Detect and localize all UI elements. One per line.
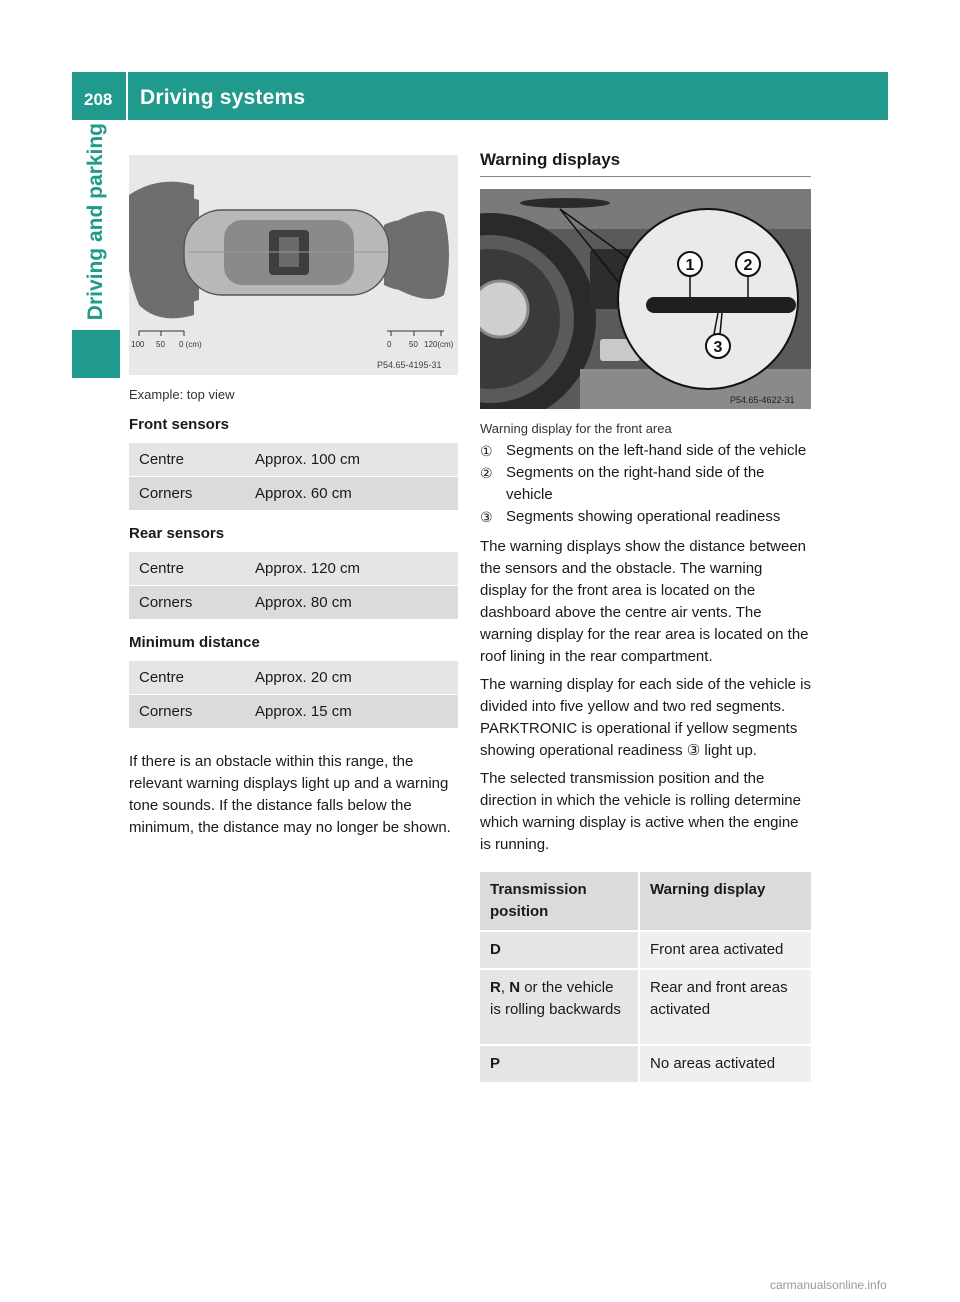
row-value: Approx. 120 cm [245,552,458,586]
item-number: ② [480,465,493,481]
row-label: Corners [129,477,245,511]
front-sensors-table [129,443,458,511]
col-header-warning-display: Warning display [639,872,811,931]
minimum-distance-heading: Minimum distance [129,634,260,651]
scale-left-0: 0 (cm) [179,340,202,349]
side-tab [72,120,120,320]
legend-list [480,440,811,528]
table-row [480,969,811,1045]
right-column [480,150,811,1082]
rear-sensors-table [129,552,458,620]
figure-code: P54.65-4622-31 [730,395,795,405]
table-row [480,1045,811,1082]
rear-sensors-heading: Rear sensors [129,525,225,542]
minimum-distance-table [129,661,458,729]
row-label: Centre [129,552,245,586]
warning-display-figure [480,189,811,409]
scale-left-100: 100 [131,340,145,349]
row-key: P [480,1045,639,1082]
row-label: Corners [129,695,245,729]
item-text: Segments on the right-hand side of the vehicle [506,464,765,503]
left-column [129,155,458,839]
paragraph-transmission: The selected transmission position and the direction in which the vehicle is rolling determine which warning display is active when the engine is running. [480,770,801,853]
warning-displays-heading: Warning displays [480,150,811,177]
row-label: Centre [129,661,245,695]
row-value: No areas activated [639,1045,811,1082]
item-text: Segments showing operational readiness [506,508,781,525]
table-row [129,695,458,729]
table-row [129,586,458,620]
table-row [129,661,458,695]
item-text: Segments on the left-hand side of the vehicle [506,442,807,459]
paragraph-segments: The warning display for each side of the vehicle is divided into five yellow and two red segments. PARKTRONIC is operational if yellow segments showing operational readiness ③ light up. [480,676,812,759]
page-title: Driving systems [140,86,306,109]
car-top-view-illustration [129,155,458,375]
row-value: Approx. 100 cm [245,443,458,477]
scale-right-0: 0 [387,340,392,349]
callout-1: 1 [685,257,695,274]
scale-right-50: 50 [409,340,418,349]
row-key: D [480,931,639,969]
dashboard-illustration [480,189,811,409]
row-value: Front area activated [639,931,811,969]
row-value: Approx. 15 cm [245,695,458,729]
row-label: Centre [129,443,245,477]
row-value: Approx. 60 cm [245,477,458,511]
scale-left-50: 50 [156,340,165,349]
table-row [129,443,458,477]
col-header-transmission: Transmission position [480,872,639,931]
row-key: R, N or the vehicle is rolling backwards [480,969,639,1045]
figure-code: P54.65-4195-31 [377,360,442,370]
table-row [129,552,458,586]
callout-3: 3 [713,339,723,356]
page-number: 208 [84,90,113,109]
figure-caption: Warning display for the front area [480,421,672,436]
figure-caption: Example: top view [129,387,235,402]
table-row [129,477,458,511]
header-divider [126,72,128,120]
watermark: carmanualsonline.info [770,1278,887,1292]
table-header-row [480,872,811,931]
top-view-figure [129,155,458,375]
transmission-table [480,872,811,1082]
callout-2: 2 [743,257,753,274]
front-sensors-heading: Front sensors [129,416,230,433]
row-value: Rear and front areas activated [639,969,811,1045]
obstacle-paragraph: If there is an obstacle within this range, the relevant warning displays light up and a warning tone sounds. If the distance falls below the minimum, the distance may no longer be shown. [129,753,451,836]
side-tab-marker [72,330,120,378]
row-label: Corners [129,586,245,620]
paragraph-distance: The warning displays show the distance between the sensors and the obstacle. The warning display for the front area is located on the dashboard above the centre air vents. The warning display for the rear area is located on the roof lining in the rear compartment. [480,538,809,665]
item-number: ③ [480,509,493,525]
row-value: Approx. 20 cm [245,661,458,695]
list-item [480,506,811,528]
table-row [480,931,811,969]
list-item [480,462,811,506]
row-value: Approx. 80 cm [245,586,458,620]
scale-right-120: 120(cm) [424,340,454,349]
side-tab-label: Driving and parking [84,122,107,320]
list-item [480,440,811,462]
item-number: ① [480,443,493,459]
